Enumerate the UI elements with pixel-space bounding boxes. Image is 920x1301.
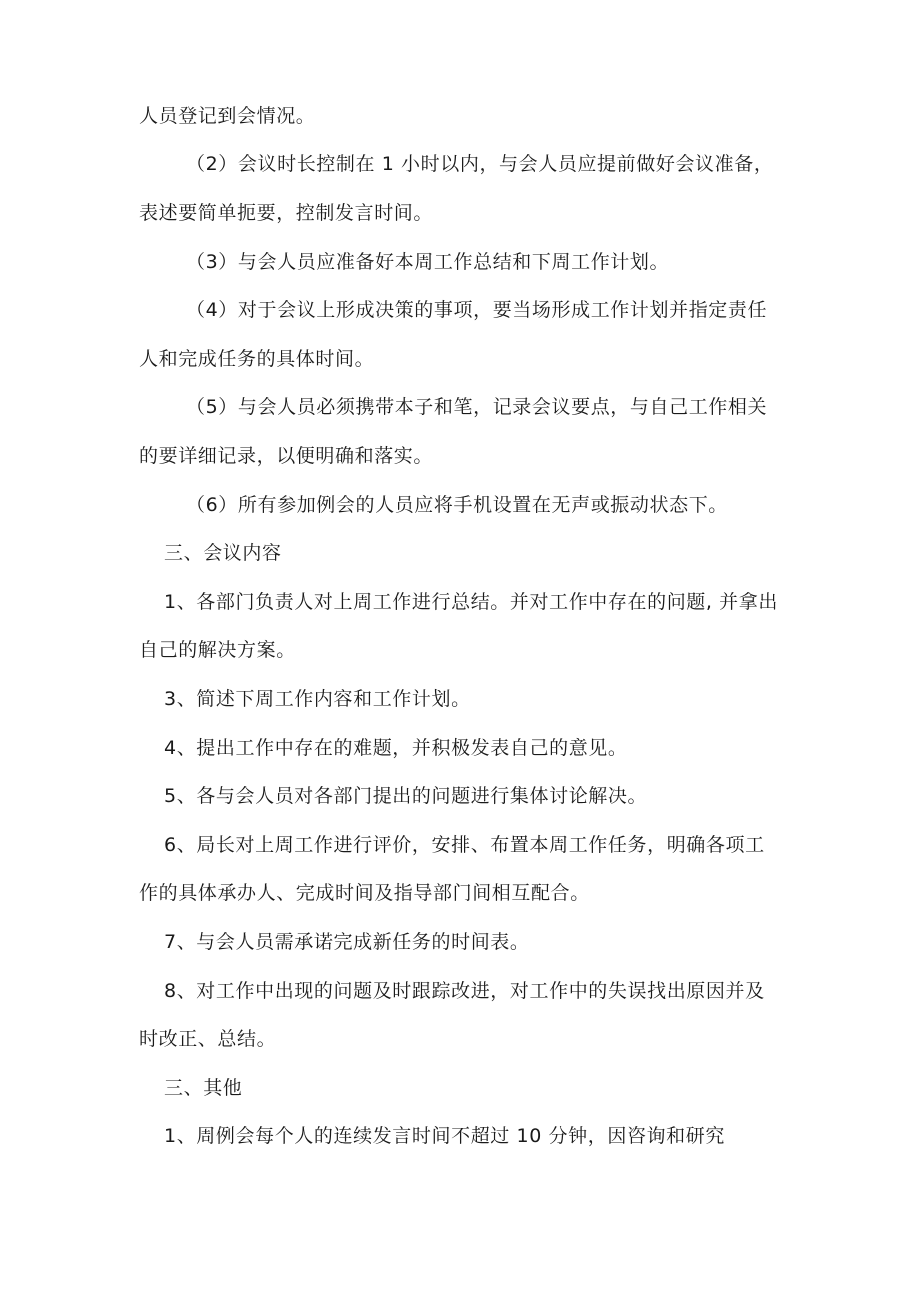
text-line: （6）所有参加例会的人员应将手机设置在无声或振动状态下。	[186, 494, 728, 516]
text-line: （5）与会人员必须携带本子和笔，记录会议要点，与自己工作相关	[186, 396, 768, 418]
text-line: 1、各部门负责人对上周工作进行总结。并对工作中存在的问题, 并拿出	[164, 591, 778, 613]
text-line: 人和完成任务的具体时间。	[139, 348, 375, 370]
text-line: （2）会议时长控制在 1 小时以内，与会人员应提前做好会议准备，	[186, 153, 774, 175]
text-line: 人员登记到会情况。	[139, 105, 316, 127]
text-line: （4）对于会议上形成决策的事项，要当场形成工作计划并指定责任	[186, 299, 768, 321]
text-line: 的要详细记录，以便明确和落实。	[139, 445, 434, 467]
text-line: 7、与会人员需承诺完成新任务的时间表。	[164, 931, 530, 953]
text-line: 1、周例会每个人的连续发言时间不超过 10 分钟，因咨询和研究	[164, 1125, 725, 1147]
section-heading: 三、其他	[164, 1077, 243, 1099]
text-line: 表述要简单扼要，控制发言时间。	[139, 202, 434, 224]
text-line: 8、对工作中出现的问题及时跟踪改进，对工作中的失误找出原因并及	[164, 980, 765, 1002]
text-line: 时改正、总结。	[139, 1028, 277, 1050]
text-line: 自己的解决方案。	[139, 639, 296, 661]
text-line: 6、局长对上周工作进行评价，安排、布置本周工作任务，明确各项工	[164, 834, 765, 856]
text-line: （3）与会人员应准备好本周工作总结和下周工作计划。	[186, 251, 670, 273]
section-heading: 三、会议内容	[164, 542, 282, 564]
text-line: 5、各与会人员对各部门提出的问题进行集体讨论解决。	[164, 785, 648, 807]
text-line: 3、简述下周工作内容和工作计划。	[164, 688, 471, 710]
text-line: 4、提出工作中存在的难题，并积极发表自己的意见。	[164, 737, 628, 759]
text-line: 作的具体承办人、完成时间及指导部门间相互配合。	[139, 882, 590, 904]
